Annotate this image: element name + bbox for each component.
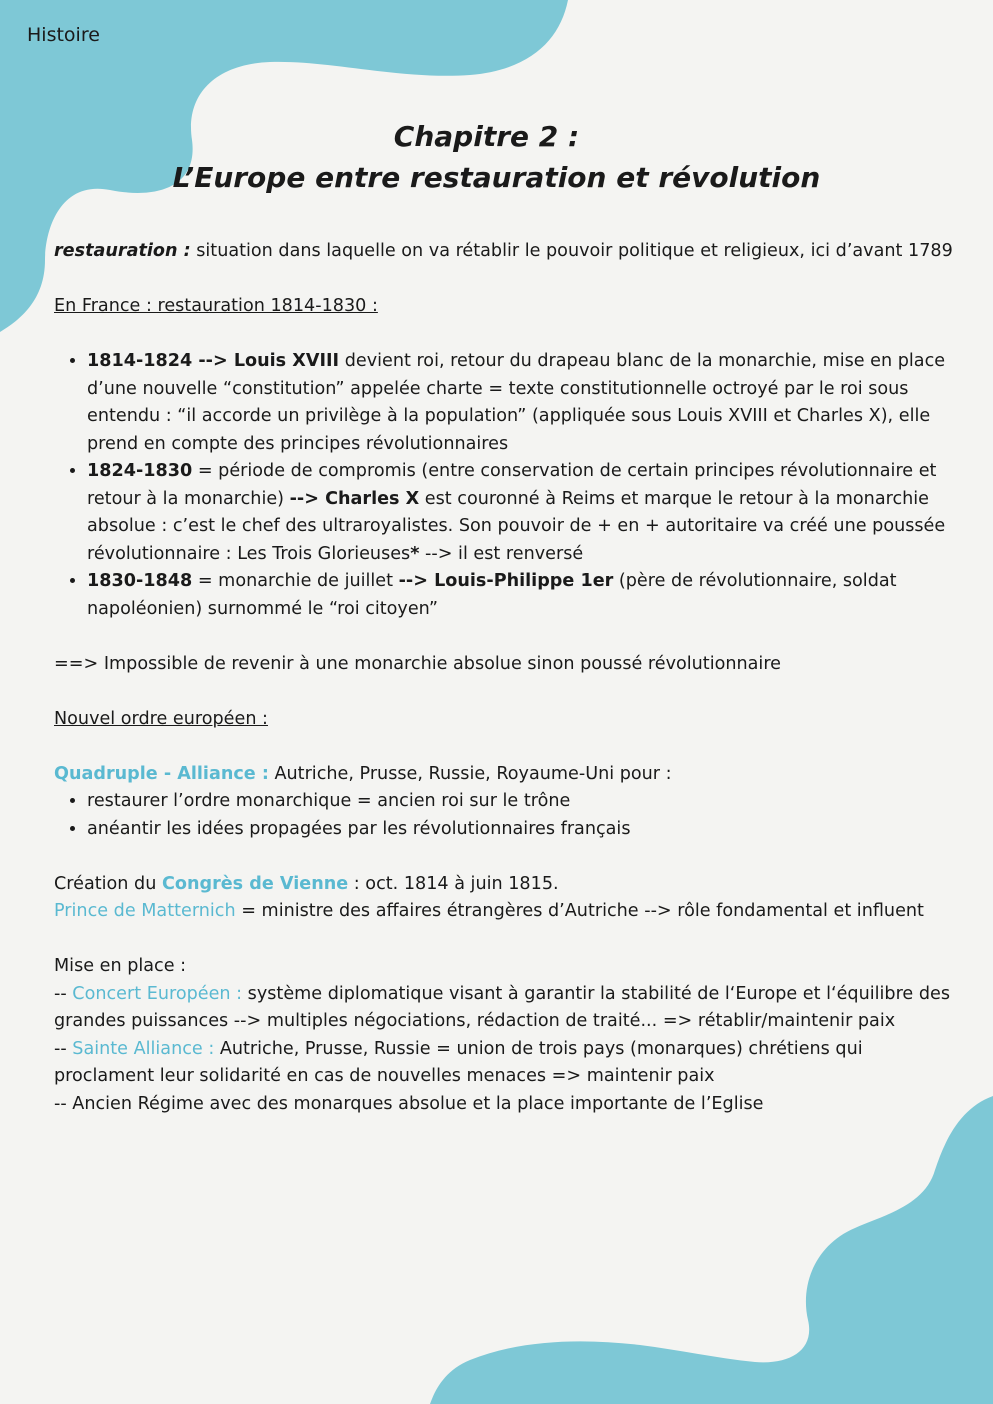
ancien-regime-paragraph: -- Ancien Régime avec des monarques absolue et la place importante de l’Eglise (54, 1093, 764, 1114)
document-body (54, 238, 966, 1118)
alliance-label: Quadruple - Alliance : (54, 763, 269, 784)
europe-heading: Nouvel ordre européen : (54, 708, 268, 729)
france-timeline-list (54, 348, 966, 623)
list-item: • anéantir les idées propagées par les révolutionnaires français (87, 816, 966, 844)
list-item: • 1824-1830 = période de compromis (entre conservation de certain principes révolutionnaire et retour à la monarchie) --> Charles X est couronné à Reims et marque le retour à la monarchie absolue : c’est le chef des ultraroyalistes. Son pouvoir de + en + autoritaire va créé une poussée révolutionnaire : Les Trois Glorieuses* --> il est renversé (87, 458, 966, 568)
france-heading: En France : restauration 1814-1830 : (54, 296, 378, 316)
definition-term: restauration : (54, 241, 191, 261)
concert-paragraph: -- Concert Européen : système diplomatique visant à garantir la stabilité de l‘Europe et l‘équilibre des grandes puissances --> multiples négociations, rédaction de traité... => rétablir/maintenir paix (54, 983, 950, 1031)
definition-paragraph (54, 238, 966, 266)
sainte-paragraph: -- Sainte Alliance : Autriche, Prusse, Russie = union de trois pays (monarques) chrétiens qui proclament leur solidarité en cas de nouvelles menaces => maintenir paix (54, 1038, 863, 1086)
congress-paragraph: Création du Congrès de Vienne : oct. 1814 à juin 1815. (54, 873, 559, 894)
alliance-goals-list (54, 788, 966, 843)
list-item: • 1830-1848 = monarchie de juillet --> Louis-Philippe 1er (père de révolutionnaire, soldat napoléonien) surnommé le “roi citoyen” (87, 568, 966, 623)
setup-label: Mise en place : (54, 956, 187, 976)
list-item: • 1814-1824 --> Louis XVIII devient roi, retour du drapeau blanc de la monarchie, mise en place d’une nouvelle “constitution” appelée charte = texte constitutionnelle octroyé par le roi sous entendu : “il accorde un privilège à la population” (appliquée sous Louis XVIII et Charles X), elle prend en compte des principes révolutionnaires (87, 348, 966, 458)
prince-label: Prince de Matternich (54, 901, 236, 921)
chapter-title (0, 116, 993, 198)
chapter-title-line2: L’Europe entre restauration et révolution (172, 161, 821, 194)
congress-label: Congrès de Vienne (161, 873, 349, 894)
subject-label: Histoire (27, 24, 100, 46)
sainte-label: Sainte Alliance : (72, 1038, 215, 1059)
concert-label: Concert Européen : (72, 983, 243, 1004)
prince-paragraph: Prince de Matternich = ministre des affaires étrangères d’Autriche --> rôle fondamental et influent (54, 901, 924, 921)
alliance-paragraph: Quadruple - Alliance : Autriche, Prusse, Russie, Royaume-Uni pour : (54, 763, 672, 784)
bottom-right-blob (430, 1096, 993, 1404)
chapter-title-line1: Chapitre 2 : (393, 120, 580, 153)
definition-text: situation dans laquelle on va rétablir le pouvoir politique et religieux, ici d’avant 1789 (190, 241, 953, 261)
list-item: • restaurer l’ordre monarchique = ancien roi sur le trône (87, 788, 966, 816)
france-conclusion: ==> Impossible de revenir à une monarchie absolue sinon poussé révolutionnaire (54, 653, 781, 674)
